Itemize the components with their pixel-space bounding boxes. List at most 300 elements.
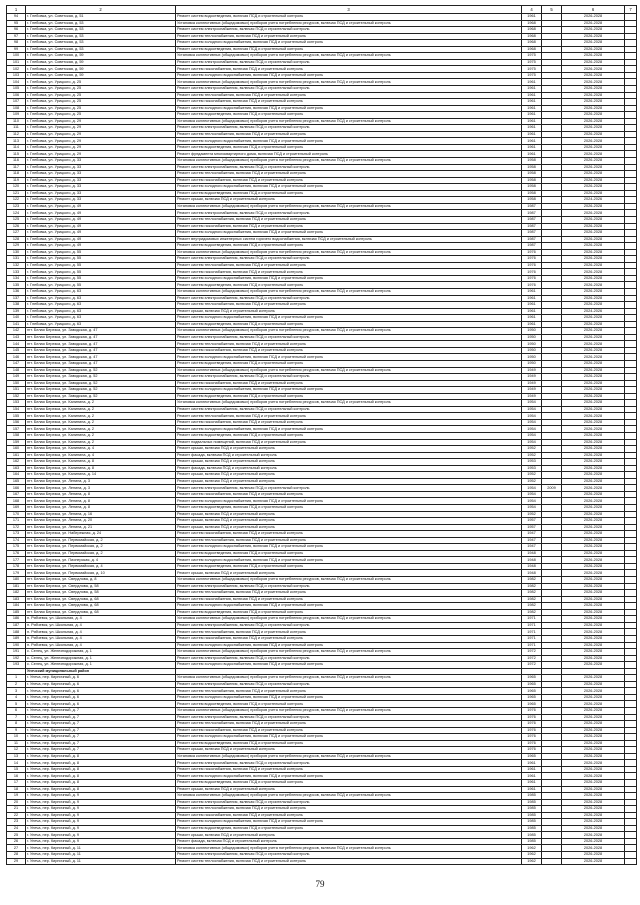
planned-period-cell: 2026-2028 xyxy=(562,321,625,328)
build-year-cell: 1961 xyxy=(522,766,542,773)
planned-period-cell: 2026-2028 xyxy=(562,557,625,564)
row-number: 11 xyxy=(7,740,26,747)
address-cell: г. Глебовка, ул. Урицкого, д. 63 xyxy=(26,315,176,322)
build-year-cell: 1954 xyxy=(522,491,542,498)
build-year-cell: 1962 xyxy=(522,858,542,865)
address-cell: г. Глебовка, ул. Советская, д. 51 xyxy=(26,14,176,21)
address-cell: пгт. Белая Березка, ул. Первомайская, д. 4 xyxy=(26,563,176,570)
address-cell: г. Унеча, пер. Кирпичный, д. 6 xyxy=(26,694,176,701)
planned-period-cell: 2026-2028 xyxy=(562,380,625,387)
work-type-cell: Установка коллективных (общедомовых) приборов учета потребления ресурсов, включая ПСД и строительный контроль xyxy=(176,20,522,27)
work-type-cell: Ремонт крыши, включая ПСД и строительный контроль xyxy=(176,570,522,577)
build-year-cell: 1950 xyxy=(522,334,542,341)
planned-period-cell: 2026-2028 xyxy=(562,662,625,669)
build-year-cell: 1958 xyxy=(522,177,542,184)
row-number: 134 xyxy=(7,275,26,282)
planned-period-cell: 2026-2028 xyxy=(562,681,625,688)
work-type-cell: Ремонт систем теплоснабжения, включая ПСД и строительный контроль xyxy=(176,216,522,223)
planned-period-cell: 2026-2028 xyxy=(562,609,625,616)
row-number: 188 xyxy=(7,629,26,636)
address-cell: г. Глебовка, ул. Урицкого, д. 29 xyxy=(26,118,176,125)
planned-period-cell: 2026-2028 xyxy=(562,485,625,492)
address-cell: г. Глебовка, ул. Урицкого, д. 49 xyxy=(26,243,176,250)
address-cell: пгт. Белая Березка, ул. Ленина, д. 8 xyxy=(26,505,176,512)
address-cell: пгт. Белая Березка, ул. Калинина, д. 8 xyxy=(26,459,176,466)
work-type-cell: Ремонт систем водоотведения, включая ПСД и строительный контроль xyxy=(176,282,522,289)
build-year-cell: 1985 xyxy=(522,819,542,826)
work-type-cell: Ремонт систем электроснабжения, включая ПСД и строительный контроль xyxy=(176,334,522,341)
planned-period-cell: 2026-2028 xyxy=(562,753,625,760)
row-number: 190 xyxy=(7,642,26,649)
build-year-cell: 1971 xyxy=(522,642,542,649)
address-cell: пгт. Белая Березка, ул. Заводская, д. 47 xyxy=(26,360,176,367)
row-number: 162 xyxy=(7,459,26,466)
planned-period-cell: 2026-2028 xyxy=(562,858,625,865)
planned-period-cell: 2026-2028 xyxy=(562,347,625,354)
build-year-cell: 1949 xyxy=(522,380,542,387)
planned-period-cell: 2026-2028 xyxy=(562,243,625,250)
work-type-cell: Установка коллективных (общедомовых) приборов учета потребления ресурсов, включая ПСД и строительный контроль xyxy=(176,793,522,800)
build-year-cell: 1972 xyxy=(522,662,542,669)
work-type-cell: Ремонт крыши, включая ПСД и строительный контроль xyxy=(176,459,522,466)
row-number: 158 xyxy=(7,433,26,440)
row-number: 112 xyxy=(7,131,26,138)
row-number: 105 xyxy=(7,86,26,93)
last-repair-year-cell xyxy=(542,858,562,865)
work-type-cell: Ремонт систем электроснабжения, включая ПСД и строительный контроль xyxy=(176,799,522,806)
work-type-cell: Ремонт систем газоснабжения, включая ПСД и строительный контроль xyxy=(176,347,522,354)
row-number: 122 xyxy=(7,197,26,204)
planned-period-cell: 2026-2028 xyxy=(562,184,625,191)
work-type-cell: Ремонт систем водоотведения, включая ПСД и строительный контроль xyxy=(176,190,522,197)
build-year-cell: 1954 xyxy=(522,505,542,512)
row-number: 176 xyxy=(7,550,26,557)
planned-period-cell: 2026-2028 xyxy=(562,629,625,636)
column-header: 7 xyxy=(625,6,637,14)
planned-period-cell: 2026-2028 xyxy=(562,269,625,276)
row-number: 10 xyxy=(7,734,26,741)
address-cell: г. Унеча, пер. Кирпичный, д. 7 xyxy=(26,740,176,747)
planned-period-cell: 2026-2028 xyxy=(562,341,625,348)
work-type-cell: Ремонт систем газоснабжения, включая ПСД и строительный контроль xyxy=(176,177,522,184)
row-number: 150 xyxy=(7,380,26,387)
work-type-cell: Ремонт систем газоснабжения, включая ПСД и строительный контроль xyxy=(176,491,522,498)
address-cell: пгт. Белая Березка, ул. Первомайская, д. 2 xyxy=(26,550,176,557)
build-year-cell: 1949 xyxy=(522,367,542,374)
build-year-cell: 1971 xyxy=(522,622,542,629)
planned-period-cell: 2026-2028 xyxy=(562,328,625,335)
planned-period-cell: 2026-2028 xyxy=(562,164,625,171)
address-cell: пгт. Белая Березка, ул. Ленина, д. 21 xyxy=(26,524,176,531)
address-cell: г. Глебовка, ул. Советская, д. 59 xyxy=(26,59,176,66)
planned-period-cell: 2026-2028 xyxy=(562,177,625,184)
build-year-cell: 1976 xyxy=(522,707,542,714)
build-year-cell: 1961 xyxy=(522,112,542,119)
build-year-cell: 1965 xyxy=(522,753,542,760)
work-type-cell: Ремонт систем теплоснабжения, включая ПСД и строительный контроль xyxy=(176,413,522,420)
address-cell: г. Глебовка, ул. Советская, д. 53 xyxy=(26,33,176,40)
work-type-cell: Ремонт внутридомовых инженерных систем горячего водоснабжения, включая ПСД и строительный контроль xyxy=(176,236,522,243)
row-number: 25 xyxy=(7,832,26,839)
planned-period-cell: 2026-2028 xyxy=(562,694,625,701)
build-year-cell: 1949 xyxy=(522,387,542,394)
address-cell: г. Глебовка, ул. Советская, д. 59 xyxy=(26,72,176,79)
planned-period-cell: 2026-2028 xyxy=(562,465,625,472)
work-type-cell: Ремонт систем электроснабжения, включая ПСД и строительный контроль xyxy=(176,655,522,662)
row-number: 130 xyxy=(7,249,26,256)
planned-period-cell: 2026-2028 xyxy=(562,230,625,237)
address-cell: пгт. Белая Березка, ул. Калинина, д. 4 xyxy=(26,446,176,453)
build-year-cell: 1958 xyxy=(522,171,542,178)
address-cell: пгт. Белая Березка, ул. Первомайская, д. 2 xyxy=(26,544,176,551)
work-type-cell: Ремонт систем газоснабжения, включая ПСД и строительный контроль xyxy=(176,66,522,73)
address-cell: пгт. Белая Березка, ул. Заводская, д. 47 xyxy=(26,347,176,354)
build-year-cell: 1985 xyxy=(522,832,542,839)
planned-period-cell: 2026-2028 xyxy=(562,760,625,767)
planned-period-cell: 2026-2028 xyxy=(562,79,625,86)
row-number: 121 xyxy=(7,190,26,197)
row-number: 116 xyxy=(7,158,26,165)
address-cell: г. Унеча, пер. Кирпичный, д. 11 xyxy=(26,845,176,852)
row-number: 140 xyxy=(7,315,26,322)
row-number: 174 xyxy=(7,537,26,544)
row-number: 1 xyxy=(7,675,26,682)
work-type-cell: Ремонт систем теплоснабжения, включая ПСД и строительный контроль xyxy=(176,92,522,99)
row-number: 137 xyxy=(7,295,26,302)
row-number: 102 xyxy=(7,66,26,73)
build-year-cell: 1961 xyxy=(522,288,542,295)
address-cell: пгт. Белая Березка, ул. Свердлова, д. 68 xyxy=(26,609,176,616)
row-number: 138 xyxy=(7,302,26,309)
work-type-cell: Ремонт крыши, включая ПСД и строительный контроль xyxy=(176,511,522,518)
work-type-cell: Ремонт систем теплоснабжения, включая ПСД и строительный контроль xyxy=(176,688,522,695)
address-cell: г. Глебовка, ул. Советская, д. 59 xyxy=(26,66,176,73)
build-year-cell: 1961 xyxy=(522,131,542,138)
address-cell: г. Глебовка, ул. Урицкого, д. 29 xyxy=(26,138,176,145)
address-cell: пгт. Белая Березка, ул. Заводская, д. 47 xyxy=(26,328,176,335)
table-body xyxy=(7,14,637,865)
work-type-cell: Ремонт фундамента многоквартирного дома, включая ПСД и строительный контроль xyxy=(176,151,522,158)
work-type-cell: Ремонт систем электроснабжения, включая ПСД и строительный контроль xyxy=(176,256,522,263)
address-cell: г. Унеча, пер. Кирпичный, д. 8 xyxy=(26,786,176,793)
address-cell: пгт. Белая Березка, ул. Калинина, д. 14 xyxy=(26,472,176,479)
planned-period-cell: 2026-2028 xyxy=(562,360,625,367)
address-cell: г. Унеча, пер. Кирпичный, д. 9 xyxy=(26,812,176,819)
row-number: 165 xyxy=(7,478,26,485)
planned-period-cell: 2026-2028 xyxy=(562,773,625,780)
address-cell: г. Глебовка, ул. Урицкого, д. 49 xyxy=(26,203,176,210)
column-header: 4 xyxy=(522,6,542,14)
planned-period-cell: 2026-2028 xyxy=(562,616,625,623)
build-year-cell: 1948 xyxy=(522,570,542,577)
address-cell: г. Глебовка, ул. Советская, д. 59 xyxy=(26,53,176,60)
address-cell: пгт. Белая Березка, ул. Калинина, д. 2 xyxy=(26,439,176,446)
work-type-cell: Ремонт крыши, включая ПСД и строительный контроль xyxy=(176,786,522,793)
planned-period-cell: 2026-2028 xyxy=(562,707,625,714)
row-number: 20 xyxy=(7,799,26,806)
address-cell: пгт. Белая Березка, ул. Свердлова, д. 58 xyxy=(26,590,176,597)
build-year-cell: 1949 xyxy=(522,374,542,381)
planned-period-cell: 2026-2028 xyxy=(562,635,625,642)
address-cell: г. Глебовка, ул. Урицкого, д. 33 xyxy=(26,177,176,184)
row-number: 152 xyxy=(7,393,26,400)
build-year-cell: 1987 xyxy=(522,230,542,237)
planned-period-cell: 2026-2028 xyxy=(562,524,625,531)
build-year-cell: 1961 xyxy=(522,773,542,780)
planned-period-cell: 2026-2028 xyxy=(562,433,625,440)
build-year-cell: 1953 xyxy=(522,459,542,466)
build-year-cell: 1982 xyxy=(522,577,542,584)
work-type-cell: Ремонт систем холодного водоснабжения, включая ПСД и строительный контроль xyxy=(176,184,522,191)
build-year-cell: 1976 xyxy=(522,249,542,256)
build-year-cell: 1950 xyxy=(522,347,542,354)
work-type-cell: Ремонт систем электроснабжения, включая ПСД и строительный контроль xyxy=(176,27,522,34)
address-cell: г. Глебовка, ул. Урицкого, д. 49 xyxy=(26,230,176,237)
build-year-cell: 1947 xyxy=(522,531,542,538)
address-cell: г. Унеча, пер. Кирпичный, д. 8 xyxy=(26,766,176,773)
build-year-cell: 1961 xyxy=(522,99,542,106)
planned-period-cell: 2026-2028 xyxy=(562,439,625,446)
work-type-cell: Ремонт систем газоснабжения, включая ПСД и строительный контроль xyxy=(176,766,522,773)
planned-period-cell: 2026-2028 xyxy=(562,275,625,282)
row-number: 186 xyxy=(7,616,26,623)
row-number: 164 xyxy=(7,472,26,479)
row-number: 100 xyxy=(7,53,26,60)
row-number: 17 xyxy=(7,779,26,786)
planned-period-cell: 2026-2028 xyxy=(562,734,625,741)
planned-period-cell: 2026-2028 xyxy=(562,354,625,361)
planned-period-cell: 2026-2028 xyxy=(562,419,625,426)
row-number: 119 xyxy=(7,177,26,184)
row-number: 169 xyxy=(7,505,26,512)
address-cell: г. Глебовка, ул. Урицкого, д. 49 xyxy=(26,210,176,217)
build-year-cell: 1961 xyxy=(522,79,542,86)
address-cell: г. Глебовка, ул. Урицкого, д. 33 xyxy=(26,190,176,197)
planned-period-cell: 2026-2028 xyxy=(562,688,625,695)
work-type-cell: Ремонт систем электроснабжения, включая ПСД и строительный контроль xyxy=(176,406,522,413)
work-type-cell: Ремонт систем электроснабжения, включая ПСД и строительный контроль xyxy=(176,485,522,492)
build-year-cell: 1962 xyxy=(522,852,542,859)
address-cell: пгт. Белая Березка, ул. Калинина, д. 2 xyxy=(26,413,176,420)
work-type-cell: Ремонт систем газоснабжения, включая ПСД и строительный контроль xyxy=(176,380,522,387)
build-year-cell: 1987 xyxy=(522,210,542,217)
row-number: 101 xyxy=(7,59,26,66)
planned-period-cell: 2026-2028 xyxy=(562,66,625,73)
row-number: 182 xyxy=(7,590,26,597)
row-number: 143 xyxy=(7,334,26,341)
build-year-cell: 1954 xyxy=(522,406,542,413)
row-number: 109 xyxy=(7,112,26,119)
planned-period-cell: 2026-2028 xyxy=(562,714,625,721)
address-cell: пгт. Белая Березка, ул. Ленина, д. 8 xyxy=(26,491,176,498)
work-type-cell: Установка коллективных (общедомовых) приборов учета потребления ресурсов, включая ПСД и строительный контроль xyxy=(176,328,522,335)
build-year-cell: 1975 xyxy=(522,72,542,79)
planned-period-cell: 2026-2028 xyxy=(562,544,625,551)
address-cell: пгт. Белая Березка, ул. Свердлова, д. 68 xyxy=(26,596,176,603)
build-year-cell: 1976 xyxy=(522,714,542,721)
planned-period-cell: 2026-2028 xyxy=(562,105,625,112)
work-type-cell: Ремонт систем теплоснабжения, включая ПСД и строительный контроль xyxy=(176,341,522,348)
planned-period-cell: 2026-2028 xyxy=(562,158,625,165)
address-cell: пгт. Белая Березка, ул. Первомайская, д. 10 xyxy=(26,570,176,577)
address-cell: г. Глебовка, ул. Урицкого, д. 55 xyxy=(26,256,176,263)
build-year-cell: 1968 xyxy=(522,46,542,53)
row-number: 193 xyxy=(7,662,26,669)
address-cell: г. Глебовка, ул. Урицкого, д. 55 xyxy=(26,249,176,256)
build-year-cell: 1971 xyxy=(522,629,542,636)
work-type-cell: Ремонт систем холодного водоснабжения, включая ПСД и строительный контроль xyxy=(176,603,522,610)
planned-period-cell: 2026-2028 xyxy=(562,799,625,806)
planned-period-cell: 2026-2028 xyxy=(562,511,625,518)
address-cell: г. Унеча, пер. Кирпичный, д. 7 xyxy=(26,707,176,714)
build-year-cell: 1975 xyxy=(522,53,542,60)
row-number: 21 xyxy=(7,806,26,813)
address-cell: г. Глебовка, ул. Урицкого, д. 33 xyxy=(26,164,176,171)
work-type-cell: Ремонт систем водоотведения, включая ПСД и строительный контроль xyxy=(176,46,522,53)
address-cell: пгт. Белая Березка, ул. Калинина, д. 2 xyxy=(26,419,176,426)
work-type-cell: Ремонт крыши, включая ПСД и строительный контроль xyxy=(176,197,522,204)
build-year-cell: 1958 xyxy=(522,184,542,191)
address-cell: г. Глебовка, ул. Урицкого, д. 33 xyxy=(26,171,176,178)
row-number: 26 xyxy=(7,838,26,845)
planned-period-cell: 2026-2028 xyxy=(562,190,625,197)
repair-schedule-table xyxy=(6,5,637,865)
build-year-cell: 1961 xyxy=(522,118,542,125)
address-cell: пгт. Белая Березка, ул. Ленина, д. 20 xyxy=(26,518,176,525)
planned-period-cell: 2026-2028 xyxy=(562,302,625,309)
build-year-cell: 1952 xyxy=(522,452,542,459)
planned-period-cell: 2026-2028 xyxy=(562,622,625,629)
planned-period-cell: 2026-2028 xyxy=(562,727,625,734)
address-cell: г. Глебовка, ул. Урицкого, д. 55 xyxy=(26,262,176,269)
work-type-cell: Ремонт систем теплоснабжения, включая ПСД и строительный контроль xyxy=(176,302,522,309)
row-number: 177 xyxy=(7,557,26,564)
planned-period-cell: 2026-2028 xyxy=(562,144,625,151)
planned-period-cell: 2026-2028 xyxy=(562,675,625,682)
address-cell: г. Унеча, пер. Кирпичный, д. 8 xyxy=(26,753,176,760)
row-number: 142 xyxy=(7,328,26,335)
planned-period-cell: 2026-2028 xyxy=(562,845,625,852)
address-cell: г. Глебовка, ул. Урицкого, д. 55 xyxy=(26,275,176,282)
address-cell: г. Глебовка, ул. Урицкого, д. 25 xyxy=(26,86,176,93)
address-cell: пгт. Белая Березка, ул. Заводская, д. 52 xyxy=(26,387,176,394)
address-cell: г. Глебовка, ул. Урицкого, д. 29 xyxy=(26,151,176,158)
work-type-cell: Ремонт систем холодного водоснабжения, включая ПСД и строительный контроль xyxy=(176,544,522,551)
work-type-cell: Ремонт систем водоотведения, включая ПСД и строительный контроль xyxy=(176,609,522,616)
row-number: 129 xyxy=(7,243,26,250)
work-type-cell: Ремонт систем водоотведения, включая ПСД и строительный контроль xyxy=(176,740,522,747)
work-type-cell: Ремонт крыши, включая ПСД и строительный контроль xyxy=(176,472,522,479)
row-number: 154 xyxy=(7,406,26,413)
work-type-cell: Ремонт крыши, включая ПСД и строительный контроль xyxy=(176,832,522,839)
build-year-cell: 1982 xyxy=(522,590,542,597)
row-number: 98 xyxy=(7,40,26,47)
work-type-cell: Ремонт систем теплоснабжения, включая ПСД и строительный контроль xyxy=(176,131,522,138)
planned-period-cell: 2026-2028 xyxy=(562,531,625,538)
row-number: 117 xyxy=(7,164,26,171)
row-number: 108 xyxy=(7,105,26,112)
address-cell: пгт. Белая Березка, ул. Заводская, д. 47 xyxy=(26,334,176,341)
work-type-cell: Ремонт систем газоснабжения, включая ПСД и строительный контроль xyxy=(176,223,522,230)
row-number: 184 xyxy=(7,603,26,610)
build-year-cell: 1961 xyxy=(522,86,542,93)
address-cell: г. Глебовка, ул. Урицкого, д. 25 xyxy=(26,105,176,112)
address-cell: пгт. Белая Березка, ул. Калинина, д. 2 xyxy=(26,426,176,433)
row-number: 167 xyxy=(7,491,26,498)
address-cell: п. Рябчевск, ул. Школьная, д. 4 xyxy=(26,629,176,636)
work-type-cell: Ремонт систем водоотведения, включая ПСД и строительный контроль xyxy=(176,563,522,570)
work-type-cell: Установка коллективных (общедомовых) приборов учета потребления ресурсов, включая ПСД и строительный контроль xyxy=(176,249,522,256)
planned-period-cell: 2026-2028 xyxy=(562,33,625,40)
build-year-cell: 1985 xyxy=(522,799,542,806)
row-number: 161 xyxy=(7,452,26,459)
row-number: 13 xyxy=(7,753,26,760)
work-type-cell: Ремонт фасада, включая ПСД и строительный контроль xyxy=(176,452,522,459)
row-number: 126 xyxy=(7,223,26,230)
work-type-cell: Ремонт систем водоотведения, включая ПСД и строительный контроль xyxy=(176,393,522,400)
planned-period-cell: 2024-2026 xyxy=(562,308,625,315)
build-year-cell: 1961 xyxy=(522,138,542,145)
build-year-cell: 1975 xyxy=(522,66,542,73)
work-type-cell: Ремонт систем электроснабжения, включая ПСД и строительный контроль xyxy=(176,210,522,217)
column-header: 1 xyxy=(7,6,26,14)
build-year-cell: 1948 xyxy=(522,563,542,570)
build-year-cell: 1976 xyxy=(522,740,542,747)
address-cell: Унечский муниципальный район xyxy=(26,668,176,675)
planned-period-cell: 2026-2028 xyxy=(562,459,625,466)
planned-period-cell: 2026-2028 xyxy=(562,387,625,394)
row-number: 175 xyxy=(7,544,26,551)
build-year-cell: 1987 xyxy=(522,243,542,250)
build-year-cell: 1957 xyxy=(522,518,542,525)
work-type-cell: Ремонт систем холодного водоснабжения, включая ПСД и строительный контроль xyxy=(176,138,522,145)
planned-period-cell: 2026-2028 xyxy=(562,793,625,800)
address-cell: пгт. Белая Березка, ул. Калинина, д. 2 xyxy=(26,406,176,413)
row-number: 103 xyxy=(7,72,26,79)
work-type-cell: Ремонт систем газоснабжения, включая ПСД и строительный контроль xyxy=(176,596,522,603)
address-cell: пгт. Белая Березка, ул. Калинина, д. 4 xyxy=(26,452,176,459)
row-number: 147 xyxy=(7,360,26,367)
planned-period-cell: 2026-2028 xyxy=(562,236,625,243)
row-number: 5 xyxy=(7,701,26,708)
row-number: 187 xyxy=(7,622,26,629)
address-cell: г. Глебовка, ул. Урицкого, д. 63 xyxy=(26,302,176,309)
address-cell: г. Глебовка, ул. Советская, д. 53 xyxy=(26,20,176,27)
planned-period-cell: 2026-2028 xyxy=(562,740,625,747)
work-type-cell: Ремонт крыши, включая ПСД и строительный контроль xyxy=(176,478,522,485)
build-year-cell: 1954 xyxy=(522,433,542,440)
planned-period-cell: 2026-2028 xyxy=(562,72,625,79)
build-year-cell: 1961 xyxy=(522,125,542,132)
row-number: 171 xyxy=(7,518,26,525)
address-cell: пгт. Белая Березка, ул. Заводская, д. 52 xyxy=(26,367,176,374)
build-year-cell: 1952 xyxy=(522,446,542,453)
address-cell: г. Унеча, пер. Кирпичный, д. 9 xyxy=(26,832,176,839)
build-year-cell: 1972 xyxy=(522,649,542,656)
row-number: 185 xyxy=(7,609,26,616)
address-cell: п. Рябчевск, ул. Школьная, д. 4 xyxy=(26,642,176,649)
build-year-cell: 1950 xyxy=(522,354,542,361)
planned-period-cell: 2026-2028 xyxy=(562,14,625,21)
address-cell: г. Унеча, пер. Кирпичный, д. 9 xyxy=(26,838,176,845)
address-cell: г. Глебовка, ул. Урицкого, д. 25 xyxy=(26,79,176,86)
row-number: 153 xyxy=(7,400,26,407)
address-cell: г. Глебовка, ул. Советская, д. 53 xyxy=(26,46,176,53)
build-year-cell: 1982 xyxy=(522,609,542,616)
build-year-cell: 1965 xyxy=(522,701,542,708)
build-year-cell: 1953 xyxy=(522,465,542,472)
planned-period-cell: 2026-2028 xyxy=(562,92,625,99)
